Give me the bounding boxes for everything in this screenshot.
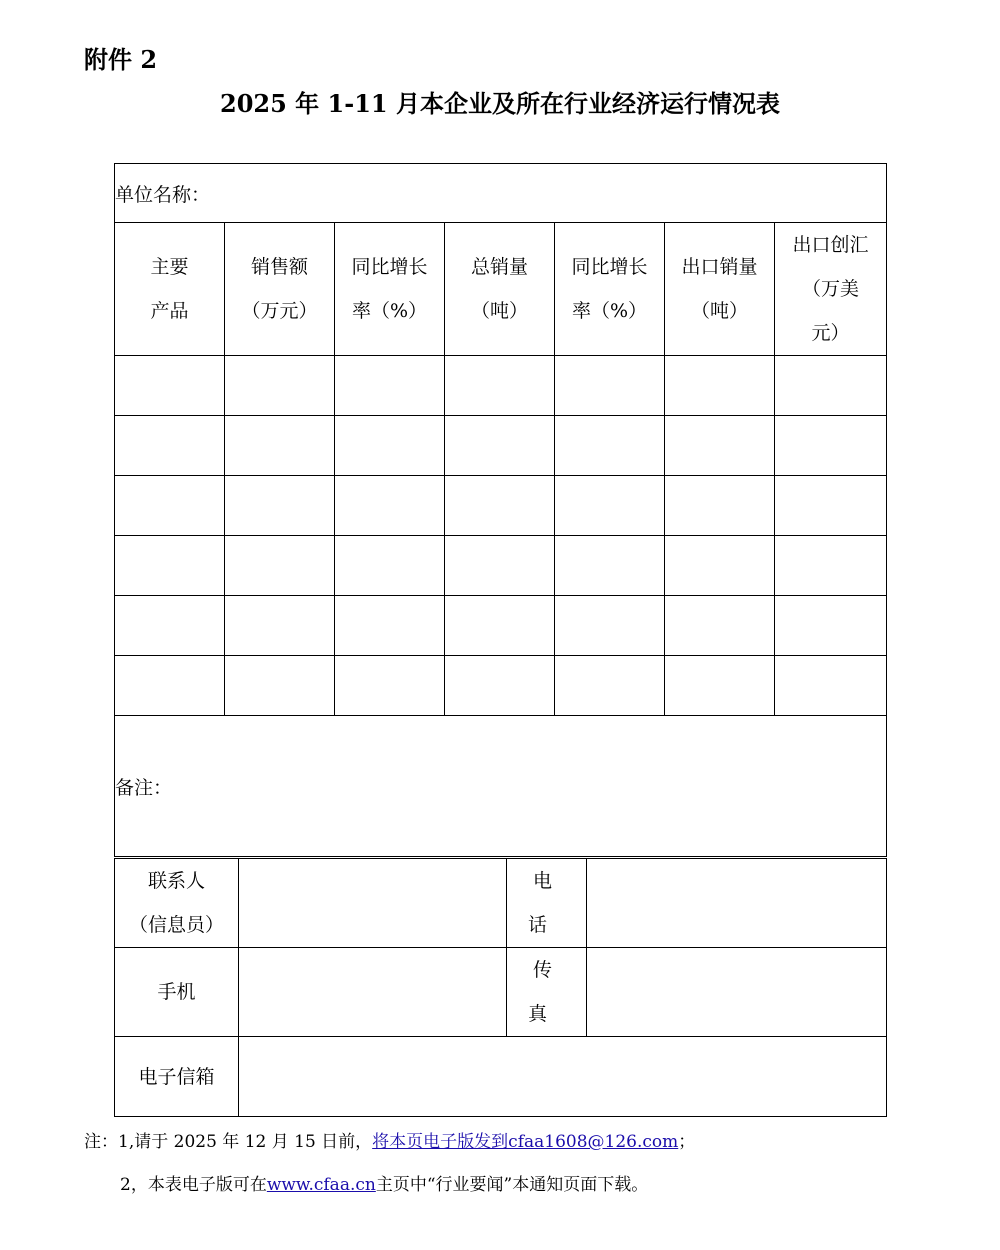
- col-header-export-volume: 出口销量 （吨）: [665, 223, 775, 356]
- data-cell[interactable]: [775, 536, 887, 596]
- data-cell[interactable]: [555, 416, 665, 476]
- col-header-total-volume: 总销量 （吨）: [445, 223, 555, 356]
- data-cell[interactable]: [775, 356, 887, 416]
- note-1: 注：1,请于 2025 年 12 月 15 日前，将本页电子版发到cfaa1608@126.com；: [84, 1132, 696, 1152]
- email-link[interactable]: 将本页电子版发到cfaa1608@126.com: [372, 1132, 679, 1152]
- data-cell[interactable]: [115, 536, 225, 596]
- col-header-export-earnings: 出口创汇 （万美 元）: [775, 223, 887, 356]
- data-cell[interactable]: [225, 656, 335, 716]
- table-row: [115, 596, 887, 656]
- col-header-sales-growth: 同比增长 率（%）: [335, 223, 445, 356]
- remarks-cell[interactable]: [115, 716, 887, 857]
- data-cell[interactable]: [775, 656, 887, 716]
- table-row: [115, 356, 887, 416]
- data-cell[interactable]: [555, 356, 665, 416]
- data-cell[interactable]: [555, 596, 665, 656]
- phone-field[interactable]: [587, 859, 887, 948]
- data-cell[interactable]: [225, 596, 335, 656]
- data-cell[interactable]: [335, 416, 445, 476]
- report-form-table: [114, 163, 887, 857]
- data-cell[interactable]: [115, 596, 225, 656]
- data-cell[interactable]: [115, 476, 225, 536]
- mobile-field[interactable]: [239, 948, 507, 1037]
- data-cell[interactable]: [445, 356, 555, 416]
- data-cell[interactable]: [445, 416, 555, 476]
- table-row: [115, 476, 887, 536]
- website-link[interactable]: www.cfaa.cn: [266, 1175, 376, 1195]
- contact-table: [114, 858, 887, 1117]
- data-cell[interactable]: [555, 536, 665, 596]
- data-cell[interactable]: [335, 656, 445, 716]
- table-row: [115, 416, 887, 476]
- col-header-volume-growth: 同比增长 率（%）: [555, 223, 665, 356]
- data-cell[interactable]: [665, 656, 775, 716]
- col-header-sales-amount: 销售额 （万元）: [225, 223, 335, 356]
- data-cell[interactable]: [115, 356, 225, 416]
- data-cell[interactable]: [445, 476, 555, 536]
- data-cell[interactable]: [775, 596, 887, 656]
- data-cell[interactable]: [445, 656, 555, 716]
- contact-person-field[interactable]: [239, 859, 507, 948]
- data-cell[interactable]: [335, 536, 445, 596]
- data-cell[interactable]: [225, 536, 335, 596]
- data-cell[interactable]: [555, 476, 665, 536]
- remarks-label: 备注：: [115, 776, 173, 799]
- col-header-product: 主要 产品: [115, 223, 225, 356]
- data-cell[interactable]: [665, 416, 775, 476]
- fax-field[interactable]: [587, 948, 887, 1037]
- data-cell[interactable]: [115, 416, 225, 476]
- data-cell[interactable]: [225, 416, 335, 476]
- unit-name-cell[interactable]: [115, 164, 887, 223]
- data-cell[interactable]: [665, 476, 775, 536]
- table-row: [115, 536, 887, 596]
- table-row: [115, 656, 887, 716]
- data-cell[interactable]: [115, 656, 225, 716]
- data-cell[interactable]: [335, 356, 445, 416]
- data-cell[interactable]: [665, 356, 775, 416]
- data-cell[interactable]: [445, 596, 555, 656]
- data-cell[interactable]: [665, 536, 775, 596]
- contact-person-label: 联系人 （信息员）: [115, 859, 239, 948]
- email-field[interactable]: [239, 1037, 887, 1117]
- data-cell[interactable]: [555, 656, 665, 716]
- data-cell[interactable]: [775, 476, 887, 536]
- data-cell[interactable]: [445, 536, 555, 596]
- phone-label: 电 话: [507, 859, 587, 948]
- mobile-label: 手机: [115, 948, 239, 1037]
- data-cell[interactable]: [335, 476, 445, 536]
- unit-name-label: 单位名称：: [115, 183, 211, 206]
- data-cell[interactable]: [225, 476, 335, 536]
- note-2: 2，本表电子版可在www.cfaa.cn主页中“行业要闻”本通知页面下载。: [120, 1175, 649, 1195]
- data-cell[interactable]: [225, 356, 335, 416]
- data-cell[interactable]: [665, 596, 775, 656]
- page-title: 2025 年 1-11 月本企业及所在行业经济运行情况表: [220, 89, 780, 118]
- attachment-label: 附件 2: [84, 45, 158, 74]
- data-cell[interactable]: [335, 596, 445, 656]
- email-label: 电子信箱: [115, 1037, 239, 1117]
- column-header-row: [115, 223, 887, 356]
- fax-label: 传 真: [507, 948, 587, 1037]
- data-cell[interactable]: [775, 416, 887, 476]
